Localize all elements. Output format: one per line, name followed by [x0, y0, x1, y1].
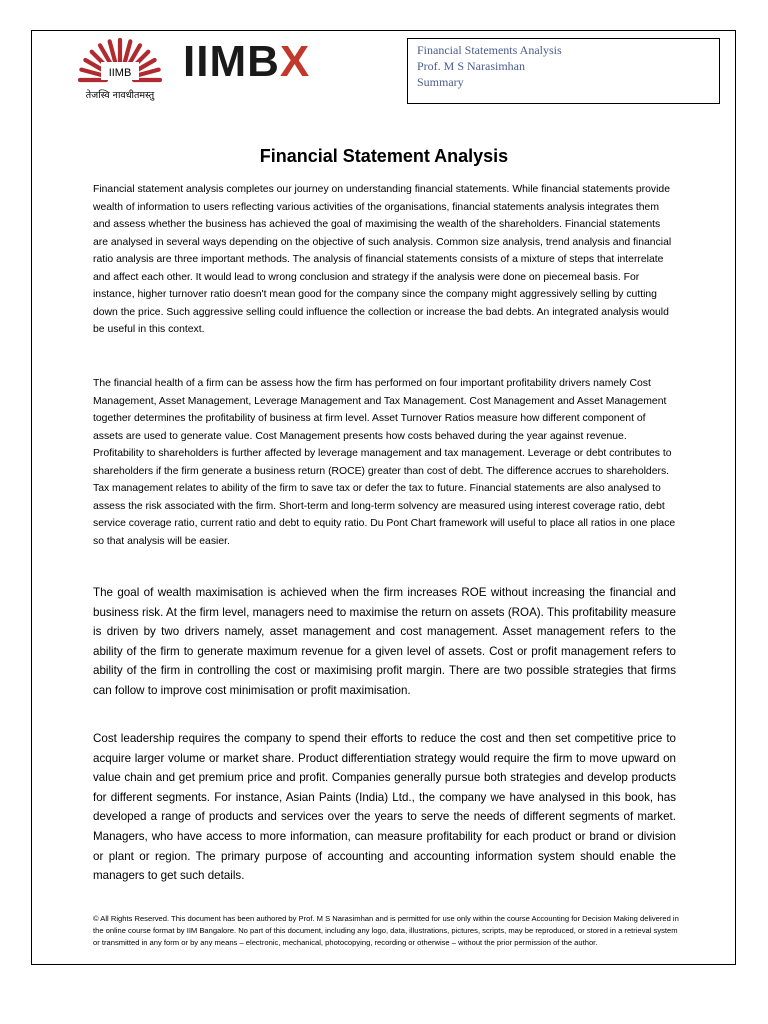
- course-section: Summary: [417, 75, 464, 89]
- paragraph-4: Cost leadership requires the company to spend their efforts to reduce the cost and then set competitive price to acquire larger volume or market share. Product differentiation strategy would require the firm to move upward on value chain and get premium price and profit. Companies generally pursue both strategies and develop products for different segments. For instance, Asian Paints (India) Ltd., the company we have analysed in this book, has developed a range of products and services over the years to serve the needs of different segments of market. Managers, who have access to more information, can measure profitability for each product or brand or division or plant or region. The primary purpose of accounting and accounting information system should enable the managers to get such details.: [93, 732, 676, 883]
- paragraph-2: The financial health of a firm can be assess how the firm has performed on four important profitability drivers namely Cost Management, Asset Management, Leverage Management and Tax Management. Cost Management and Asset Management together determines the profitability of business at firm level. Asset Turnover Ratios measure how different component of assets are used to generate value. Cost Management presents how costs behaved during the year against revenue. Profitability to shareholders is further affected by leverage management and tax management. Leverage or debt contributes to shareholders if the firm generate a business return (ROCE) greater than cost of debt. The difference accrues to shareholders. Tax management relates to ability of the firm to save tax or defer the tax to future. Financial statements are also analysed to assess the risk associated with the firm. Short-term and long-term solvency are measured using interest coverage ratio, debt service coverage ratio, current ratio and debt to equity ratio. Du Pont Chart framework will useful to place all ratios in one place so that analysis will be easier.: [93, 378, 676, 547]
- iimb-emblem-logo: [75, 22, 165, 112]
- course-author: Prof. M S Narasimhan: [417, 59, 525, 73]
- course-title: Financial Statements Analysis: [417, 43, 562, 57]
- paragraph-1: Financial statement analysis completes our journey on understanding financial statements. While financial statements provide wealth of information to users reflecting various activities of the organisations, financial statements analysis integrates them and assess whether the business has achieved the goal of maximising the wealth of the shareholders. Financial statements are analysed in several ways depending on the objective of such analysis. Common size analysis, trend analysis and financial ratio analysis are three important methods. The analysis of financial statements consists of a mixture of steps that interrelate and affect each other. It would lead to wrong conclusion and strategy if the analysis were done on piecemeal basis. For instance, higher turnover ratio doesn't mean good for the company since the company might aggressively selling by cutting down the price. Such aggressive selling could influence the collection or increase the bad debts. An integrated analysis would be useful in this context.: [93, 184, 672, 335]
- header-logos: [75, 22, 355, 112]
- copyright-footer: © All Rights Reserved. This document has been authored by Prof. M S Narasimhan and is permitted for use only within the course Accounting for Decision Making delivered in the online course format by IIM Bangalore. No part of this document, including any logo, data, illustrations, pictures, scripts, may be reproduced, or stored in a retrieval system or transmitted in any form or by any means – electronic, mechanical, photocopying, recording or otherwise – without the prior permission of the author.: [93, 914, 679, 947]
- brand-main: IIMB: [183, 37, 280, 86]
- emblem-label: IIMB: [108, 67, 132, 79]
- brand-x: X: [279, 37, 311, 86]
- paragraph-3: The goal of wealth maximisation is achieved when the firm increases ROE without increasing the financial and business risk. At the firm level, managers need to maximise the return on assets (ROA). This profitability measure is driven by two drivers namely, asset management and cost management. Asset management refers to the ability of the firm to generate maximum revenue for a given level of assets. Cost or profit management refers to ability of the firm in controlling the cost or maximising profit margin. There are two possible strategies that firms can follow to improve cost minimisation or profit maximisation.: [93, 586, 676, 697]
- iimbx-logo: [183, 37, 311, 86]
- page-title: Financial Statement Analysis: [259, 146, 509, 166]
- course-info-box: [407, 38, 720, 104]
- emblem-caption: तेजस्वि नावधीतमस्तु: [85, 90, 155, 101]
